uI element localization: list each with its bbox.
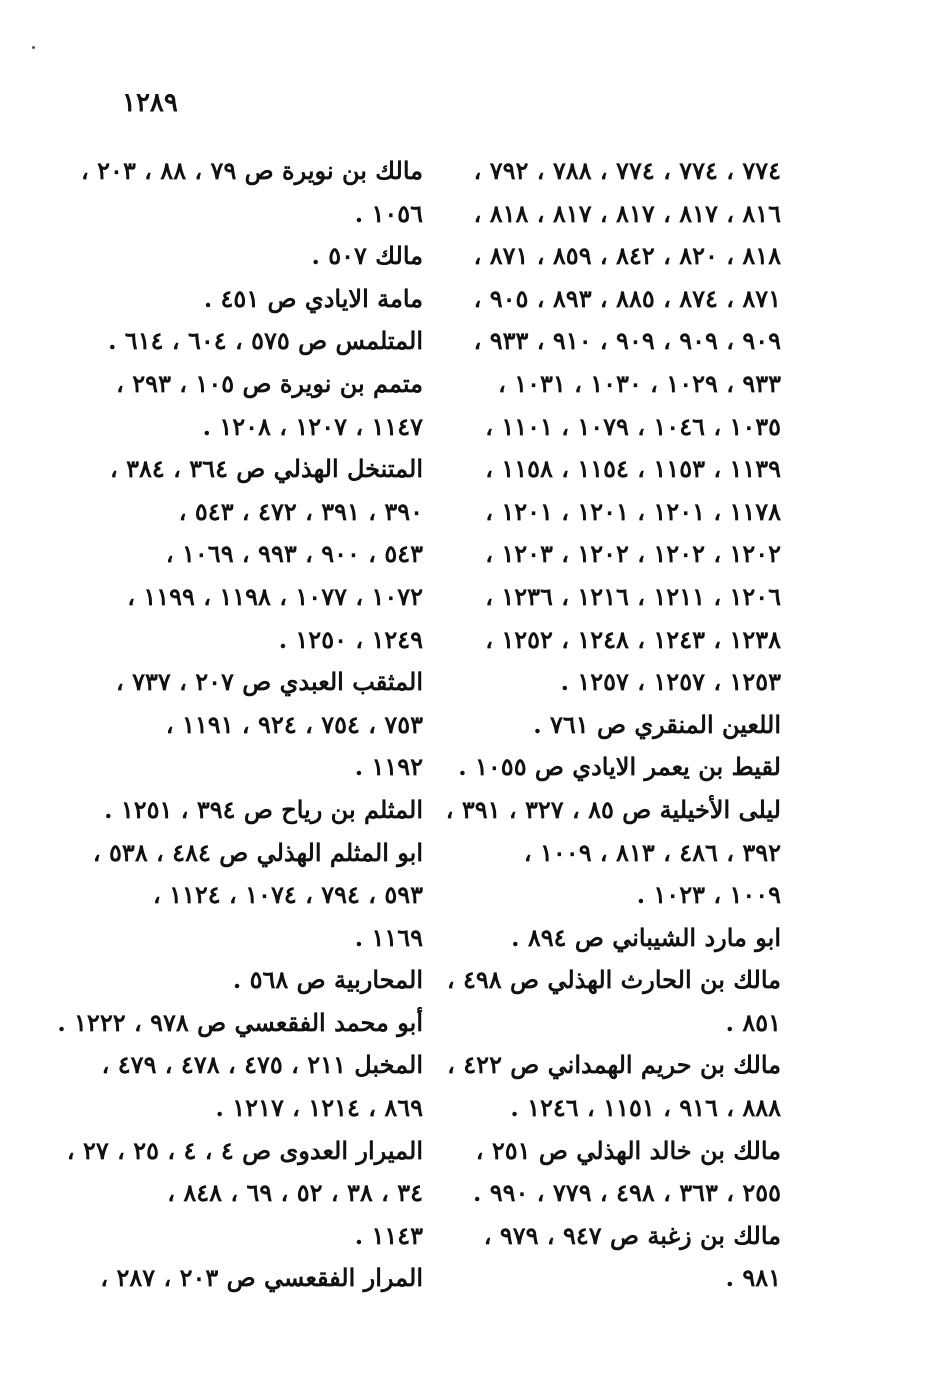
index-entry-line: ١٠٣٥ ، ١٠٤٦ ، ١٠٧٩ ، ١١٠١ ، xyxy=(485,411,781,441)
index-entry-line: مامة الايادي ص ٤٥١ . xyxy=(203,283,423,313)
index-entry-line: مالك بن حريم الهمداني ص ٤٢٢ ، xyxy=(447,1050,781,1080)
index-entry-line: ٨١٦ ، ٨١٧ ، ٨١٧ ، ٨١٧ ، ٨١٨ ، xyxy=(473,198,781,228)
index-entry-line: المثلم بن رياح ص ٣٩٤ ، ١٢٥١ . xyxy=(104,794,423,824)
index-entry-line: مالك بن الحارث الهذلي ص ٤٩٨ ، xyxy=(446,965,781,995)
index-entry-line: ١١٣٩ ، ١١٥٣ ، ١١٥٤ ، ١١٥٨ ، xyxy=(485,454,781,484)
index-entry-line: ١٢٤٩ ، ١٢٥٠ . xyxy=(278,624,423,654)
index-entry-line: اللعين المنقري ص ٧٦١ . xyxy=(533,709,781,739)
index-entry-line: ١٠٠٩ ، ١٠٢٣ . xyxy=(636,880,781,910)
index-entry-line: ٧٥٣ ، ٧٥٤ ، ٩٢٤ ، ١١٩١ ، xyxy=(165,709,423,739)
index-entry-line: ٨٥١ . xyxy=(725,1007,781,1037)
index-entry-line: المخبل ٢١١ ، ٤٧٥ ، ٤٧٨ ، ٤٧٩ ، xyxy=(101,1050,423,1080)
index-entry-line: ٩٠٩ ، ٩٠٩ ، ٩٠٩ ، ٩١٠ ، ٩٣٣ ، xyxy=(473,326,781,356)
index-entry-line: ١١٦٩ . xyxy=(354,922,423,952)
index-column-right xyxy=(441,150,781,1300)
index-entry-line: ٣٩٠ ، ٣٩١ ، ٤٧٢ ، ٥٤٣ ، xyxy=(178,496,423,526)
index-column-left xyxy=(57,150,423,1300)
index-entry-line: ابو مارد الشيباني ص ٨٩٤ . xyxy=(511,922,781,952)
index-entry-line: ٥٤٣ ، ٩٠٠ ، ٩٩٣ ، ١٠٦٩ ، xyxy=(165,539,423,569)
index-entry-line: المتلمس ص ٥٧٥ ، ٦٠٤ ، ٦١٤ . xyxy=(108,326,423,356)
index-entry-line: ١١٩٢ . xyxy=(354,752,423,782)
index-entry-line: لقيط بن يعمر الايادي ص ١٠٥٥ . xyxy=(458,752,781,782)
index-entry-line: ١٢٠٢ ، ١٢٠٢ ، ١٢٠٢ ، ١٢٠٣ ، xyxy=(485,539,781,569)
index-entry-line: ١٢٥٣ ، ١٢٥٧ ، ١٢٥٧ . xyxy=(560,667,781,697)
index-entry-line: أبو محمد الفقعسي ص ٩٧٨ ، ١٢٢٢ . xyxy=(57,1007,423,1037)
index-entry-line: الميرار العدوى ص ٤ ، ٤ ، ٢٥ ، ٢٧ ، xyxy=(66,1135,423,1165)
index-entry-line: المتنخل الهذلي ص ٣٦٤ ، ٣٨٤ ، xyxy=(110,454,423,484)
index-entry-line: مالك بن زغبة ص ٩٤٧ ، ٩٧٩ ، xyxy=(483,1220,781,1250)
index-entry-line: ١١٤٣ . xyxy=(354,1220,423,1250)
index-entry-line: المثقب العبدي ص ٢٠٧ ، ٧٣٧ ، xyxy=(116,667,423,697)
index-entry-line: مالك ٥٠٧ . xyxy=(311,241,423,271)
index-entry-line: ٩٣٣ ، ١٠٢٩ ، ١٠٣٠ ، ١٠٣١ ، xyxy=(498,368,781,398)
index-entry-line: ابو المثلم الهذلي ص ٤٨٤ ، ٥٣٨ ، xyxy=(92,837,423,867)
index-entry-line: ١٠٥٦ . xyxy=(354,198,423,228)
index-entry-line: ١١٤٧ ، ١٢٠٧ ، ١٢٠٨ . xyxy=(202,411,423,441)
index-entry-line: ٢٥٥ ، ٣٦٣ ، ٤٩٨ ، ٧٧٩ ، ٩٩٠ . xyxy=(473,1178,781,1208)
index-entry-line: ٩٨١ . xyxy=(725,1263,781,1293)
index-entry-line: ١٠٧٢ ، ١٠٧٧ ، ١١٩٨ ، ١١٩٩ ، xyxy=(127,581,423,611)
index-entry-line: ٨٨٨ ، ٩١٦ ، ١١٥١ ، ١٢٤٦ . xyxy=(510,1093,781,1123)
index-entry-line: مالك بن خالد الهذلي ص ٢٥١ ، xyxy=(475,1135,781,1165)
index-entry-line: مالك بن نويرة ص ٧٩ ، ٨٨ ، ٢٠٣ ، xyxy=(81,156,423,185)
index-entry-line: متمم بن نويرة ص ١٠٥ ، ٢٩٣ ، xyxy=(116,368,423,398)
index-entry-line: ١٢٣٨ ، ١٢٤٣ ، ١٢٤٨ ، ١٢٥٢ ، xyxy=(485,624,781,654)
index-entry-line: ٣٩٢ ، ٤٨٦ ، ٨١٣ ، ١٠٠٩ ، xyxy=(523,837,781,867)
index-entry-line: ٨١٨ ، ٨٢٠ ، ٨٤٢ ، ٨٥٩ ، ٨٧١ ، xyxy=(473,241,781,271)
index-entry-line: ١١٧٨ ، ١٢٠١ ، ١٢٠١ ، ١٢٠١ ، xyxy=(485,496,781,526)
index-entry-line: ٨٦٩ ، ١٢١٤ ، ١٢١٧ . xyxy=(215,1093,423,1123)
index-entry-line: المرار الفقعسي ص ٢٠٣ ، ٢٨٧ ، xyxy=(100,1263,423,1293)
index-entry-line: المحاربية ص ٥٦٨ . xyxy=(232,965,423,995)
index-entry-line: ٣٤ ، ٣٨ ، ٥٢ ، ٦٩ ، ٨٤٨ ، xyxy=(167,1178,423,1208)
index-entry-line: ليلى الأخيلية ص ٨٥ ، ٣٢٧ ، ٣٩١ ، xyxy=(445,794,781,824)
index-entry-line: ٧٧٤ ، ٧٧٤ ، ٧٧٤ ، ٧٨٨ ، ٧٩٢ ، xyxy=(473,156,781,185)
page-number: ١٢٨٩ xyxy=(122,88,178,118)
index-entry-line: ١٢٠٦ ، ١٢١١ ، ١٢١٦ ، ١٢٣٦ ، xyxy=(485,581,781,611)
index-entry-line: ٨٧١ ، ٨٧٤ ، ٨٨٥ ، ٨٩٣ ، ٩٠٥ ، xyxy=(473,283,781,313)
index-entry-line: ٥٩٣ ، ٧٩٤ ، ١٠٧٤ ، ١١٢٤ ، xyxy=(153,880,423,910)
scan-speck xyxy=(32,46,35,49)
